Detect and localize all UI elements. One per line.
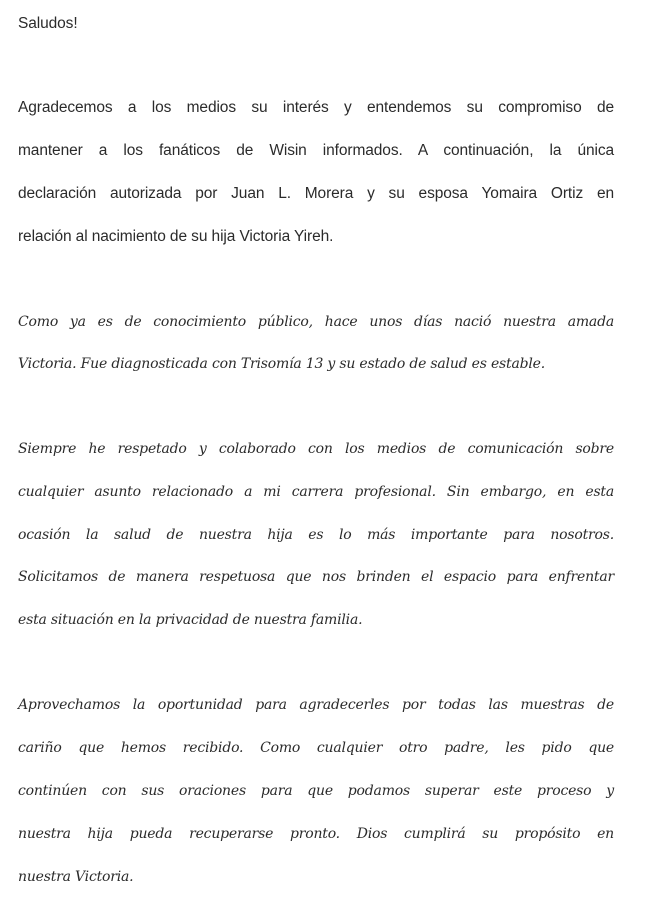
intro-line-2: mantener a los fanáticos de Wisin informados. A continuación, la única — [18, 142, 614, 159]
intro-line-3: declaración autorizada por Juan L. Morera y su esposa Yomaira Ortiz en — [18, 185, 614, 202]
statement-3-line-2: cariño que hemos recibido. Como cualquier otro padre, les pido que — [18, 740, 614, 756]
greeting-text: Saludos! — [18, 15, 78, 32]
intro-line-1: Agradecemos a los medios su interés y entendemos su compromiso de — [18, 99, 614, 116]
statement-2-line-5: esta situación en la privacidad de nuestra familia. — [18, 612, 363, 628]
statement-2-line-4: Solicitamos de manera respetuosa que nos brinden el espacio para enfrentar — [18, 569, 614, 585]
statement-2-line-2: cualquier asunto relacionado a mi carrera profesional. Sin embargo, en esta — [18, 484, 614, 500]
statement-2-line-3: ocasión la salud de nuestra hija es lo más importante para nosotros. — [18, 527, 614, 543]
statement-3-line-3: continúen con sus oraciones para que podamos superar este proceso y — [18, 783, 614, 799]
intro-line-4: relación al nacimiento de su hija Victoria Yireh. — [18, 228, 334, 245]
statement-1-line-2: Victoria. Fue diagnosticada con Trisomía 13 y su estado de salud es estable. — [18, 356, 545, 372]
statement-2-line-1: Siempre he respetado y colaborado con los medios de comunicación sobre — [18, 441, 614, 457]
statement-3-line-4: nuestra hija pueda recuperarse pronto. Dios cumplirá su propósito en — [18, 826, 614, 842]
statement-3-line-1: Aprovechamos la oportunidad para agradecerles por todas las muestras de — [18, 697, 614, 713]
statement-3-line-5: nuestra Victoria. — [18, 869, 134, 885]
statement-1-line-1: Como ya es de conocimiento público, hace unos días nació nuestra amada — [18, 314, 614, 330]
